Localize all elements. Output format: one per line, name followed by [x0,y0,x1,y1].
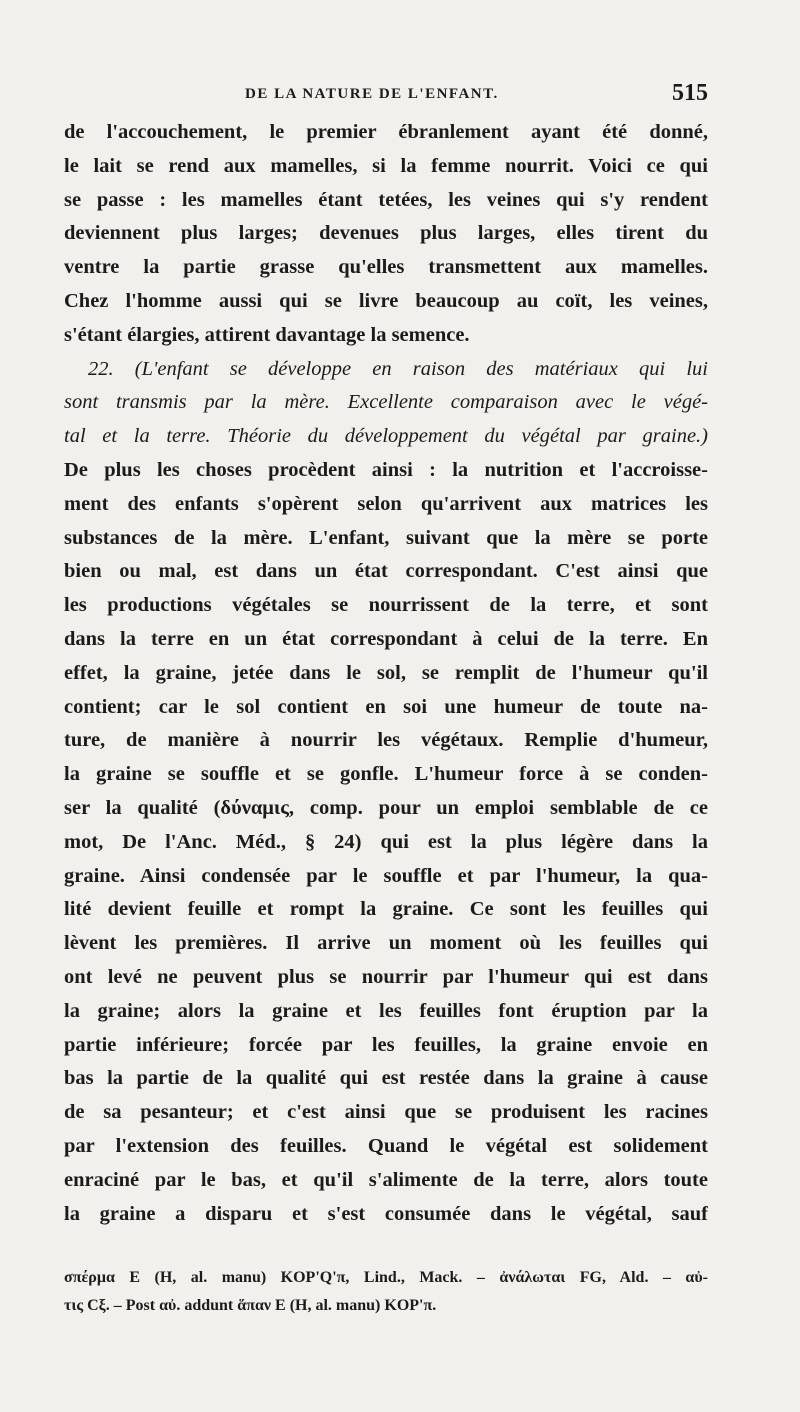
text-line: lité devient feuille et rompt la graine. Ce sont les feuilles qui [64,898,708,921]
text-line: lèvent les premières. Il arrive un moment où les feuilles qui [64,932,708,955]
text-line: les productions végétales se nourrissent de la terre, et sont [64,594,708,617]
section-summary-line: 22. (L'enfant se développe en raison des matériaux qui lui [88,357,708,380]
text-line: s'étant élargies, attirent davantage la semence. [64,323,470,346]
text-line: la graine; alors la graine et les feuilles font éruption par la [64,999,708,1022]
text-line: De plus les choses procèdent ainsi : la nutrition et l'accroisse- [64,458,708,481]
page-number: 515 [672,80,708,106]
text-line: le lait se rend aux mamelles, si la femme nourrit. Voici ce qui [64,154,708,177]
section-summary-line: tal et la terre. Théorie du développement du végétal par graine.) [64,425,708,448]
text-line: ventre la partie grasse qu'elles transmettent aux mamelles. [64,256,708,279]
footnote-line: σπέρμα E (H, al. manu) KOP'Q'π, Lind., Mack. – ἀνάλωται FG, Ald. – αὐ- [64,1269,708,1286]
text-line: deviennent plus larges; devenues plus larges, elles tirent du [64,222,708,245]
footnote-line: τις Cξ. – Post αὐ. addunt ἅπαν E (H, al. manu) KOP'π. [64,1297,437,1314]
text-line: substances de la mère. L'enfant, suivant que la mère se porte [64,526,708,549]
text-line: bas la partie de la qualité qui est restée dans la graine à cause [64,1067,708,1090]
text-line: ment des enfants s'opèrent selon qu'arrivent aux matrices les [64,492,708,515]
text-line: dans la terre en un état correspondant à celui de la terre. En [64,627,708,650]
text-line: se passe : les mamelles étant tetées, les veines qui s'y rendent [64,188,708,211]
footnotes [64,1264,708,1320]
text-line: Chez l'homme aussi qui se livre beaucoup au coït, les veines, [64,289,708,312]
text-line: enraciné par le bas, et qu'il s'alimente de la terre, alors toute [64,1168,708,1191]
text-line: la graine a disparu et s'est consumée dans le végétal, sauf [64,1202,708,1225]
text-line: ture, de manière à nourrir les végétaux. Remplie d'humeur, [64,729,708,752]
text-line: mot, De l'Anc. Méd., § 24) qui est la plus légère dans la [64,830,708,853]
text-line: ser la qualité (δύναμις, comp. pour un emploi semblable de ce [64,796,708,819]
page-header [0,80,800,110]
text-line: de l'accouchement, le premier ébranlement ayant été donné, [64,121,708,143]
text-line: par l'extension des feuilles. Quand le végétal est solidement [64,1134,708,1157]
text-line: de sa pesanteur; et c'est ainsi que se produisent les racines [64,1101,708,1124]
text-line: bien ou mal, est dans un état correspondant. C'est ainsi que [64,560,708,583]
body-text [64,116,708,1231]
section-summary-line: sont transmis par la mère. Excellente comparaison avec le végé- [64,391,708,414]
text-line: partie inférieure; forcée par les feuilles, la graine envoie en [64,1033,708,1056]
text-line: effet, la graine, jetée dans le sol, se remplit de l'humeur qu'il [64,661,708,684]
text-line: contient; car le sol contient en soi une humeur de toute na- [64,695,708,718]
text-line: graine. Ainsi condensée par le souffle et par l'humeur, la qua- [64,864,708,887]
running-title: DE LA NATURE DE L'ENFANT. [245,86,499,102]
text-line: la graine se souffle et se gonfle. L'humeur force à se conden- [64,763,708,786]
text-line: ont levé ne peuvent plus se nourrir par l'humeur qui est dans [64,965,708,988]
